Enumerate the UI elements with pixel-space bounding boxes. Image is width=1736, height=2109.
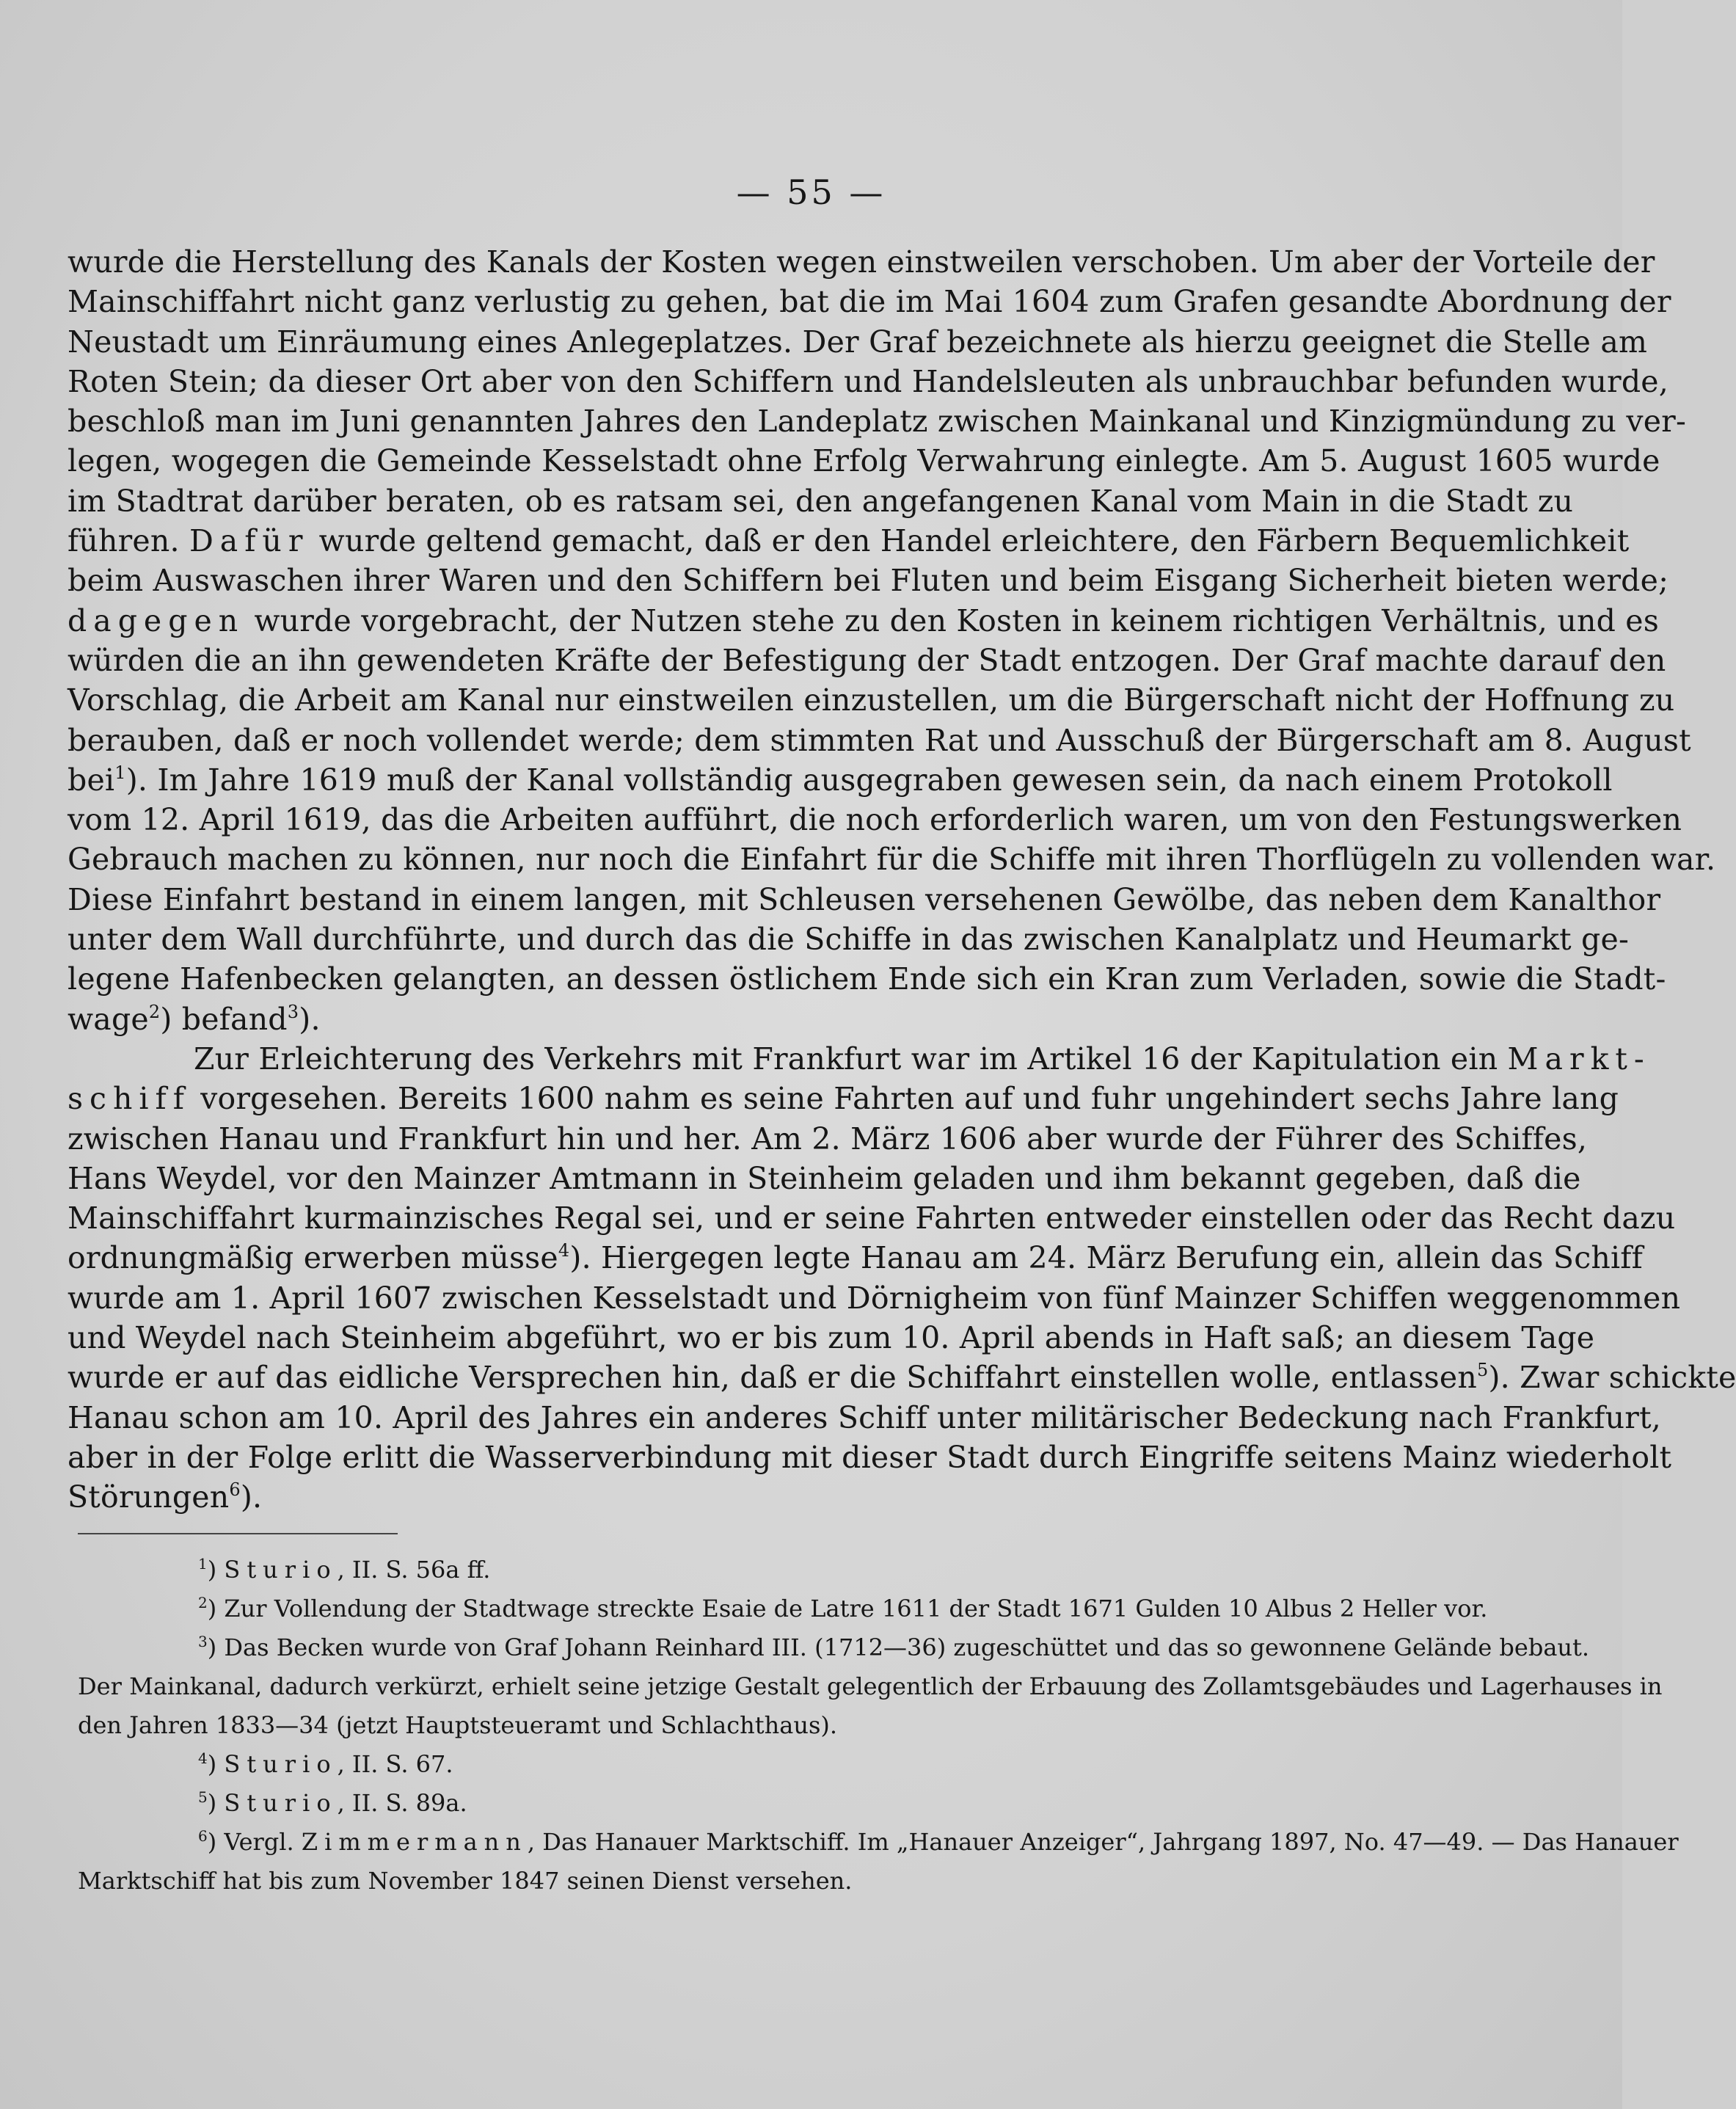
main-text: [68, 242, 1736, 1518]
footnote-ref: 4: [558, 1240, 570, 1261]
text-line: legene Hafenbecken gelangten, an dessen östlichem Ende sich ein Kran zum Verladen, sowie die Stadt-: [68, 961, 1666, 997]
footnote-ref: 3: [287, 1001, 299, 1022]
text-line: Hans Weydel, vor den Mainzer Amtmann in Steinheim geladen und ihm bekannt gegeben, daß die: [68, 1160, 1581, 1196]
footnote-author: Zimmermann: [301, 1828, 528, 1856]
text-line: [68, 999, 1542, 1039]
text-segment: Zur Erleichterung des Verkehrs mit Frankfurt war im Artikel 16 der Kapitulation ein: [194, 1041, 1498, 1077]
text-line: Gebrauch machen zu können, nur noch die Einfahrt für die Schiffe mit ihren Thorflügeln zu vollenden war.: [68, 842, 1716, 878]
footnote-text: Der Mainkanal, dadurch verkürzt, erhielt seine jetzige Gestalt gelegentlich der Erbauung des Zollamtsgebäudes und Lagerhauses in: [78, 1672, 1663, 1700]
text-segment: Störungen: [68, 1479, 230, 1515]
footnote-text: , Das Hanauer Marktschiff. Im „Hanauer Anzeiger“, Jahrgang 1897, No. 47—49. — Das Hanauer: [527, 1828, 1679, 1856]
text-line: Neustadt um Einräumung eines Anlegeplatzes. Der Graf bezeichnete als hierzu geeignet die Stelle am: [68, 324, 1648, 360]
text-line: Hanau schon am 10. April des Jahres ein anderes Schiff unter militärischer Bedeckung nach Frankfurt,: [68, 1399, 1661, 1435]
text-segment: ).: [299, 1001, 321, 1037]
text-line: Roten Stein; da dieser Ort aber von den Schiffern und Handelsleuten als unbrauchbar befunden wurde,: [68, 363, 1668, 399]
footnote-text: , II. S. 56a ff.: [337, 1556, 491, 1584]
footnote-ref: 2: [148, 1001, 161, 1022]
text-line: [68, 1079, 1619, 1118]
paragraph-1: [68, 242, 1716, 1039]
text-line: [68, 521, 1630, 561]
text-line: [68, 760, 1613, 800]
text-line: Vorschlag, die Arbeit am Kanal nur einstweilen einzustellen, um die Bürgerschaft nicht der Hoffnung zu: [68, 682, 1675, 718]
text-line: würden die an ihn gewendeten Kräfte der Befestigung der Stadt entzogen. Der Graf machte darauf den: [68, 642, 1666, 678]
text-segment: vorgesehen. Bereits 1600 nahm es seine Fahrten auf und fuhr ungehindert sechs Jahre lang: [200, 1081, 1619, 1117]
footnote-ref: 1: [114, 762, 126, 783]
spaced-word: schiff: [68, 1081, 191, 1117]
text-line: beschloß man im Juni genannten Jahres den Landeplatz zwischen Mainkanal und Kinzigmündung zu ver-: [68, 404, 1687, 440]
spaced-word: Dafür: [189, 523, 310, 559]
footnote-prefix: Vergl.: [224, 1828, 294, 1856]
text-segment: ).: [240, 1479, 263, 1515]
footnote-4: $^4$) Sturio, II. S. 67.: [198, 1749, 453, 1778]
footnote-6: $^6$) Vergl. Zimmermann, Das Hanauer Marktschiff. Im „Hanauer Anzeiger“, Jahrgang 1897, No. 47—49. — Das Hanauer Marktschiff hat bis zum November 1847 seinen Dienst versehen.: [78, 1823, 1538, 1901]
text-segment: ) befand: [160, 1001, 288, 1037]
text-line: beim Auswaschen ihrer Waren und den Schiffern bei Fluten und beim Eisgang Sicherheit bieten werde;: [68, 563, 1669, 599]
footnote-author: Sturio: [224, 1750, 338, 1778]
text-line: [68, 1477, 1542, 1517]
footnotes: [78, 1551, 1679, 1901]
text-line: Mainschiffahrt kurmainzisches Regal sei, und er seine Fahrten entweder einstellen oder das Recht dazu: [68, 1201, 1676, 1236]
text-line: [68, 601, 1659, 641]
spaced-word: Markt-: [1507, 1041, 1651, 1077]
text-segment: wurde geltend gemacht, daß er den Handel erleichtere, den Färbern Bequemlichkeit: [318, 523, 1630, 559]
footnote-mark: 2: [198, 1594, 208, 1611]
footnote-mark: 5: [198, 1788, 208, 1806]
text-line: [68, 1039, 1651, 1079]
text-line: im Stadtrat darüber beraten, ob es ratsam sei, den angefangenen Kanal vom Main in die Stadt zu: [68, 483, 1574, 519]
footnote-mark: 6: [198, 1827, 208, 1845]
text-segment: wurde er auf das eidliche Versprechen hin, daß er die Schiffahrt einstellen wolle, entlassen: [68, 1360, 1477, 1396]
text-line: vom 12. April 1619, das die Arbeiten aufführt, die noch erforderlich waren, um von den Festungswerken: [68, 802, 1682, 838]
text-line: legen, wogegen die Gemeinde Kesselstadt ohne Erfolg Verwahrung einlegte. Am 5. August 1605 wurde: [68, 443, 1660, 479]
footnote-text: den Jahren 1833—34 (jetzt Hauptsteueramt und Schlachthaus).: [78, 1711, 838, 1739]
footnote-text: Marktschiff hat bis zum November 1847 seinen Dienst versehen.: [78, 1867, 853, 1895]
text-line: berauben, daß er noch vollendet werde; dem stimmten Rat und Ausschuß der Bürgerschaft am 8. August: [68, 722, 1691, 758]
footnote-1: $^1$) Sturio, II. S. 56a ff.: [198, 1555, 491, 1584]
text-segment: führen.: [68, 523, 180, 559]
footnote-author: Sturio: [224, 1556, 338, 1584]
text-line: unter dem Wall durchführte, und durch das die Schiffe in das zwischen Kanalplatz und Heumarkt ge-: [68, 922, 1629, 958]
footnote-author: Sturio: [224, 1789, 338, 1817]
footnote-ref: 5: [1477, 1360, 1489, 1381]
page-number: — 55 —: [736, 172, 886, 212]
text-line: [68, 1358, 1736, 1397]
spaced-word: dagegen: [68, 602, 245, 638]
footnote-text: Zur Vollendung der Stadtwage streckte Esaie de Latre 1611 der Stadt 1671 Gulden 10 Albus 2 Heller vor.: [224, 1595, 1488, 1622]
footnote-3: $^3$) Das Becken wurde von Graf Johann Reinhard III. (1712—36) zugeschüttet und das so gewonnene Gelände bebaut. Der Mainkanal, dadurch verkürzt, erhielt seine jetzige Gestalt gelegentlich der Erbauung des Zollamtsgebäudes und Lagerhauses in den Jahren 1833—34 (jetzt Hauptsteueramt und Schlachthaus).: [78, 1628, 1538, 1745]
text-line: wurde am 1. April 1607 zwischen Kesselstadt und Dörnigheim von fünf Mainzer Schiffen weggenommen: [68, 1280, 1681, 1316]
footnote-ref: 6: [229, 1479, 241, 1501]
text-line: zwischen Hanau und Frankfurt hin und her. Am 2. März 1606 aber wurde der Führer des Schiffes,: [68, 1121, 1588, 1157]
text-segment: ). Hiergegen legte Hanau am 24. März Berufung ein, allein das Schiff: [569, 1240, 1644, 1276]
footnote-mark: 1: [198, 1555, 208, 1573]
footnote-text: Das Becken wurde von Graf Johann Reinhard III. (1712—36) zugeschüttet und das so gewonnene Gelände bebaut.: [224, 1633, 1590, 1661]
text-line: Diese Einfahrt bestand in einem langen, mit Schleusen versehenen Gewölbe, das neben dem Kanalthor: [68, 881, 1661, 917]
footnote-text: , II. S. 67.: [337, 1750, 453, 1778]
text-segment: bei: [68, 762, 115, 798]
text-line: und Weydel nach Steinheim abgeführt, wo er bis zum 10. April abends in Haft saß; an diesem Tage: [68, 1320, 1595, 1356]
footnote-text: , II. S. 89a.: [337, 1789, 467, 1817]
text-segment: wage: [68, 1001, 149, 1037]
text-segment: ordnungmäßig erwerben müsse: [68, 1240, 558, 1276]
footnote-2: $^2$) Zur Vollendung der Stadtwage streckte Esaie de Latre 1611 der Stadt 1671 Gulden 10 Albus 2 Heller vor.: [198, 1594, 1488, 1622]
text-line: Mainschiffahrt nicht ganz verlustig zu gehen, bat die im Mai 1604 zum Grafen gesandte Abordnung der: [68, 284, 1671, 320]
footnote-mark: 3: [198, 1633, 208, 1650]
text-line: wurde die Herstellung des Kanals der Kosten wegen einstweilen verschoben. Um aber der Vorteile der: [68, 244, 1655, 280]
text-segment: ). Zwar schickte: [1488, 1360, 1736, 1396]
text-segment: wurde vorgebracht, der Nutzen stehe zu den Kosten in keinem richtigen Verhältnis, und es: [254, 602, 1659, 638]
paragraph-2: [68, 1039, 1736, 1518]
footnote-5: $^5$) Sturio, II. S. 89a.: [198, 1788, 467, 1817]
text-segment: ). Im Jahre 1619 muß der Kanal vollständig ausgegraben gewesen sein, da nach einem Protokoll: [125, 762, 1613, 798]
text-line: [68, 1238, 1644, 1278]
footnote-divider: [78, 1533, 398, 1534]
text-line: aber in der Folge erlitt die Wasserverbindung mit dieser Stadt durch Eingriffe seitens Mainz wiederholt: [68, 1439, 1672, 1475]
footnote-mark: 4: [198, 1749, 208, 1767]
